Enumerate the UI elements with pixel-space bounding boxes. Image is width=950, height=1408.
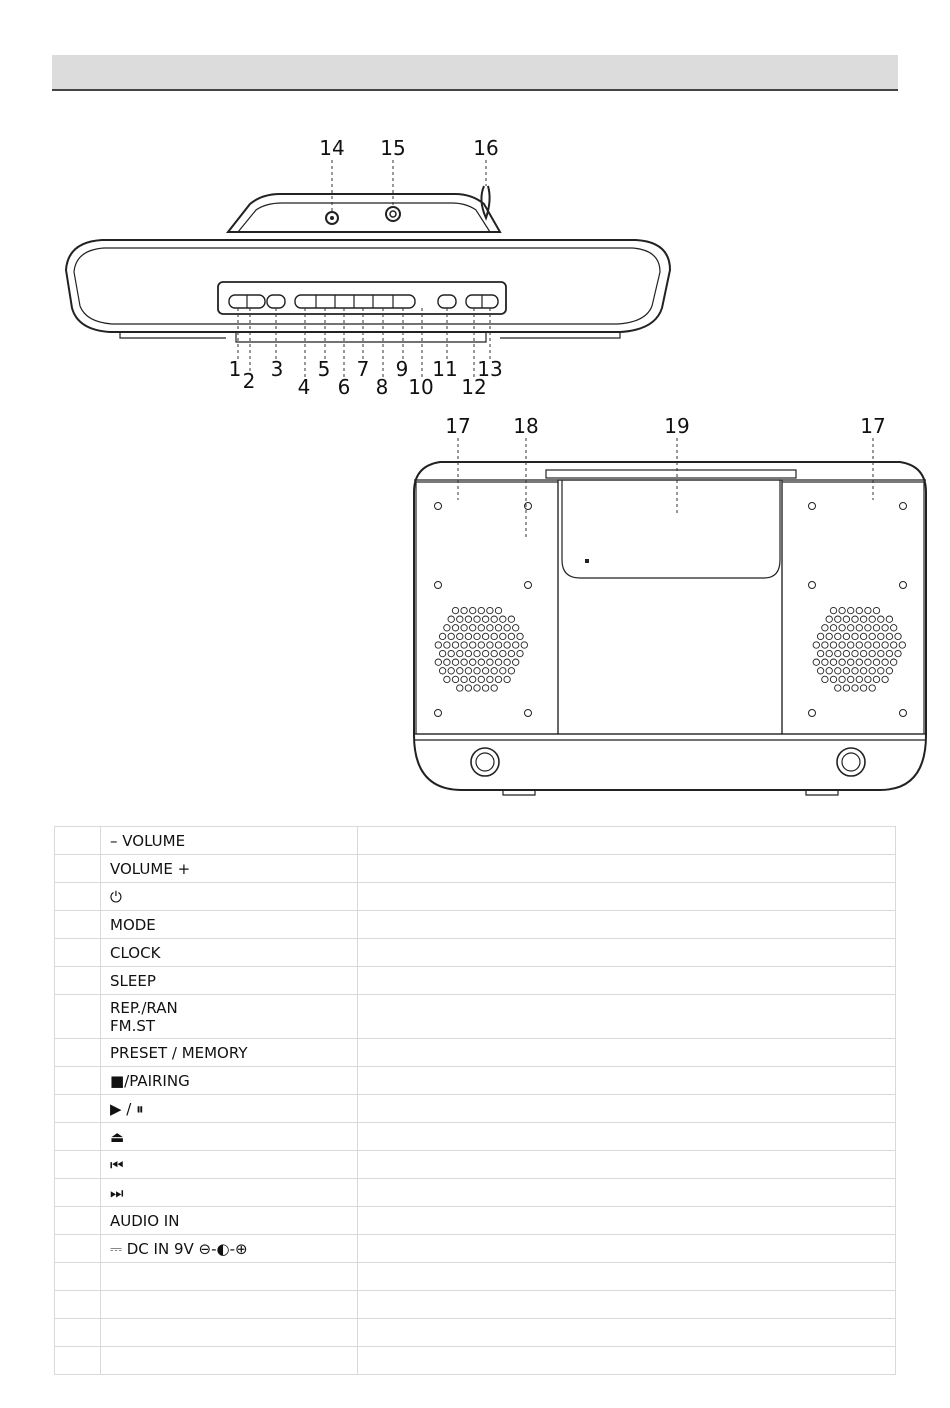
grille-hole [448, 650, 454, 656]
grille-hole [487, 625, 493, 631]
part-number-cell [55, 855, 101, 883]
table-row [55, 967, 896, 995]
part-number-cell [55, 1263, 101, 1291]
grille-hole [830, 642, 836, 648]
grille-hole [822, 625, 828, 631]
grille-hole [508, 616, 514, 622]
part-number-cell [55, 1319, 101, 1347]
grille-hole [495, 625, 501, 631]
part-description-cell [358, 1067, 896, 1095]
grille-hole [856, 659, 862, 665]
grille-hole [504, 659, 510, 665]
grille-hole [835, 633, 841, 639]
part-name-cell: PRESET / MEMORY [101, 1039, 358, 1067]
part-description-cell [358, 1039, 896, 1067]
grille-hole [895, 633, 901, 639]
grille-hole [448, 668, 454, 674]
callout-17-left: 17 [445, 414, 471, 438]
grille-hole [891, 642, 897, 648]
part-description-cell [358, 1263, 896, 1291]
grille-hole [465, 650, 471, 656]
callout-7: 7 [356, 357, 370, 381]
grille-hole [448, 633, 454, 639]
grille-hole [865, 607, 871, 613]
grille-hole [860, 650, 866, 656]
grille-hole [478, 642, 484, 648]
grille-hole [491, 633, 497, 639]
grille-hole [878, 650, 884, 656]
table-row [55, 1319, 896, 1347]
part-name-cell: VOLUME + [101, 855, 358, 883]
part-number-cell [55, 911, 101, 939]
grille-hole [852, 633, 858, 639]
grille-hole [508, 668, 514, 674]
part-number-cell [55, 1347, 101, 1375]
part-name-cell [101, 995, 358, 1039]
part-name-cell [101, 1319, 358, 1347]
grille-hole [491, 650, 497, 656]
grille-hole [822, 659, 828, 665]
top-view-illustration [66, 160, 670, 378]
grille-hole [504, 676, 510, 682]
part-description-cell [358, 855, 896, 883]
grille-hole [843, 616, 849, 622]
callout-10: 10 [408, 375, 434, 399]
part-name-cell: – VOLUME [101, 827, 358, 855]
grille-hole [869, 685, 875, 691]
part-number-cell [55, 939, 101, 967]
part-number-cell [55, 1095, 101, 1123]
grille-hole [873, 607, 879, 613]
part-description-cell [358, 1235, 896, 1263]
grille-hole [891, 625, 897, 631]
grille-hole [817, 668, 823, 674]
grille-hole [882, 676, 888, 682]
grille-hole [873, 625, 879, 631]
grille-hole [478, 676, 484, 682]
grille-hole [457, 633, 463, 639]
grille-hole [839, 607, 845, 613]
front-view-illustration [414, 438, 926, 795]
grille-hole [843, 685, 849, 691]
grille-hole [835, 650, 841, 656]
grille-hole [873, 642, 879, 648]
grille-hole [457, 650, 463, 656]
grille-hole [465, 668, 471, 674]
part-name-cell: ▶ / ⏸ [101, 1095, 358, 1123]
grille-hole [830, 625, 836, 631]
callout-17-right: 17 [860, 414, 886, 438]
callout-5: 5 [317, 357, 331, 381]
part-name-cell [101, 1291, 358, 1319]
part-number-cell [55, 1179, 101, 1207]
grille-hole [461, 607, 467, 613]
grille-hole [860, 633, 866, 639]
grille-hole [474, 616, 480, 622]
grille-hole [839, 642, 845, 648]
part-number-cell [55, 995, 101, 1039]
grille-hole [521, 642, 527, 648]
part-name-cell [101, 1263, 358, 1291]
part-description-cell [358, 967, 896, 995]
grille-hole [856, 607, 862, 613]
part-name-cell: MODE [101, 911, 358, 939]
grille-hole [435, 642, 441, 648]
grille-hole [852, 650, 858, 656]
grille-hole [457, 668, 463, 674]
grille-hole [482, 668, 488, 674]
grille-hole [869, 650, 875, 656]
part-description-cell [358, 911, 896, 939]
callout-1: 1 [228, 357, 242, 381]
part-number-cell [55, 1291, 101, 1319]
grille-hole [470, 607, 476, 613]
grille-hole [500, 668, 506, 674]
grille-hole [487, 659, 493, 665]
grille-hole [873, 659, 879, 665]
grille-hole [465, 633, 471, 639]
grille-hole [848, 676, 854, 682]
part-name-cell: AUDIO IN [101, 1207, 358, 1235]
table-row [55, 1207, 896, 1235]
callout-14: 14 [319, 136, 345, 160]
grille-hole [856, 642, 862, 648]
grille-hole [835, 668, 841, 674]
grille-hole [865, 676, 871, 682]
part-name-cell: SLEEP [101, 967, 358, 995]
grille-hole [848, 607, 854, 613]
grille-hole [856, 625, 862, 631]
grille-hole [826, 633, 832, 639]
grille-hole [448, 616, 454, 622]
grille-hole [899, 642, 905, 648]
grille-hole [517, 633, 523, 639]
part-number-cell [55, 883, 101, 911]
table-row [55, 1235, 896, 1263]
grille-hole [457, 616, 463, 622]
grille-hole [817, 650, 823, 656]
grille-hole [878, 633, 884, 639]
grille-hole [482, 650, 488, 656]
grille-hole [826, 616, 832, 622]
grille-hole [860, 668, 866, 674]
grille-hole [487, 676, 493, 682]
callout-18: 18 [513, 414, 539, 438]
grille-hole [817, 633, 823, 639]
grille-hole [444, 642, 450, 648]
grille-hole [470, 642, 476, 648]
grille-hole [886, 668, 892, 674]
part-number-cell [55, 1151, 101, 1179]
grille-hole [457, 685, 463, 691]
grille-hole [452, 659, 458, 665]
grille-hole [465, 685, 471, 691]
part-name-cell: ⏭ [101, 1179, 358, 1207]
table-row [55, 1179, 896, 1207]
grille-hole [835, 616, 841, 622]
grille-hole [508, 650, 514, 656]
part-name-line2: FM.ST [110, 1016, 156, 1035]
grille-hole [843, 633, 849, 639]
grille-hole [452, 607, 458, 613]
grille-hole [478, 659, 484, 665]
callout-19: 19 [664, 414, 690, 438]
part-description-cell [358, 995, 896, 1039]
grille-hole [830, 607, 836, 613]
grille-hole [495, 607, 501, 613]
callout-6: 6 [337, 375, 351, 399]
part-number-cell [55, 827, 101, 855]
callout-15: 15 [380, 136, 406, 160]
callout-16: 16 [473, 136, 499, 160]
grille-hole [839, 659, 845, 665]
grille-hole [882, 659, 888, 665]
part-number-cell [55, 967, 101, 995]
table-row [55, 1123, 896, 1151]
grille-hole [470, 659, 476, 665]
grille-hole [886, 650, 892, 656]
callout-8: 8 [375, 375, 389, 399]
grille-hole [869, 668, 875, 674]
grille-hole [826, 668, 832, 674]
part-name-cell: ⎓ DC IN 9V ⊖-◐-⊕ [101, 1235, 358, 1263]
part-description-cell [358, 1179, 896, 1207]
table-row [55, 1067, 896, 1095]
grille-hole [886, 633, 892, 639]
grille-hole [444, 659, 450, 665]
grille-hole [487, 642, 493, 648]
part-name-cell: ■/PAIRING [101, 1067, 358, 1095]
grille-hole [444, 625, 450, 631]
grille-hole [822, 676, 828, 682]
part-number-cell [55, 1123, 101, 1151]
grille-hole [452, 676, 458, 682]
grille-hole [826, 650, 832, 656]
table-row [55, 939, 896, 967]
grille-hole [491, 685, 497, 691]
part-description-cell [358, 1123, 896, 1151]
callout-12: 12 [461, 375, 487, 399]
grille-hole [474, 633, 480, 639]
callout-9: 9 [395, 357, 409, 381]
callout-11: 11 [432, 357, 458, 381]
grille-hole [865, 642, 871, 648]
parts-table [54, 826, 896, 1375]
grille-hole [513, 625, 519, 631]
grille-hole [835, 685, 841, 691]
grille-hole [895, 650, 901, 656]
grille-hole [830, 659, 836, 665]
table-row [55, 1151, 896, 1179]
grille-hole [452, 625, 458, 631]
grille-hole [843, 668, 849, 674]
grille-hole [461, 659, 467, 665]
grille-hole [482, 616, 488, 622]
table-row [55, 911, 896, 939]
grille-hole [470, 625, 476, 631]
grille-hole [482, 685, 488, 691]
table-row [55, 1347, 896, 1375]
grille-hole [474, 650, 480, 656]
grille-hole [495, 659, 501, 665]
grille-hole [435, 659, 441, 665]
part-description-cell [358, 1207, 896, 1235]
grille-hole [439, 650, 445, 656]
grille-hole [474, 668, 480, 674]
table-row [55, 827, 896, 855]
grille-hole [856, 676, 862, 682]
grille-hole [500, 650, 506, 656]
grille-hole [495, 642, 501, 648]
part-number-cell [55, 1039, 101, 1067]
grille-hole [444, 676, 450, 682]
grille-hole [813, 642, 819, 648]
grille-hole [508, 633, 514, 639]
grille-hole [513, 642, 519, 648]
grille-hole [852, 668, 858, 674]
grille-hole [848, 642, 854, 648]
grille-hole [869, 633, 875, 639]
dc-in-jack-icon [386, 207, 400, 221]
part-name-cell: ⏏ [101, 1123, 358, 1151]
table-row [55, 855, 896, 883]
part-name-cell [101, 1347, 358, 1375]
part-description-cell [358, 1291, 896, 1319]
grille-hole [517, 650, 523, 656]
grille-hole [843, 650, 849, 656]
grille-hole [439, 633, 445, 639]
part-name-cell: ⏮ [101, 1151, 358, 1179]
part-description-cell [358, 827, 896, 855]
grille-hole [860, 685, 866, 691]
grille-hole [439, 668, 445, 674]
grille-hole [504, 625, 510, 631]
grille-hole [848, 625, 854, 631]
grille-hole [487, 607, 493, 613]
grille-hole [878, 616, 884, 622]
grille-hole [865, 625, 871, 631]
grille-hole [504, 642, 510, 648]
grille-hole [513, 659, 519, 665]
grille-hole [461, 642, 467, 648]
grille-hole [882, 625, 888, 631]
grille-hole [465, 616, 471, 622]
part-name-line1: REP./RAN [110, 998, 178, 1017]
grille-hole [886, 616, 892, 622]
grille-hole [474, 685, 480, 691]
part-description-cell [358, 1319, 896, 1347]
part-description-cell [358, 939, 896, 967]
table-row [55, 883, 896, 911]
part-description-cell [358, 1347, 896, 1375]
grille-hole [839, 625, 845, 631]
grille-hole [500, 633, 506, 639]
grille-hole [482, 633, 488, 639]
grille-hole [848, 659, 854, 665]
grille-hole [822, 642, 828, 648]
callout-13: 13 [477, 357, 503, 381]
grille-hole [869, 616, 875, 622]
grille-hole [891, 659, 897, 665]
part-description-cell [358, 1095, 896, 1123]
grille-hole [852, 685, 858, 691]
grille-hole [852, 616, 858, 622]
callout-4: 4 [297, 375, 311, 399]
callout-3: 3 [270, 357, 284, 381]
part-description-cell [358, 883, 896, 911]
part-name-cell: ⏻ [101, 883, 358, 911]
grille-hole [813, 659, 819, 665]
grille-hole [491, 668, 497, 674]
part-number-cell [55, 1067, 101, 1095]
grille-hole [860, 616, 866, 622]
grille-hole [865, 659, 871, 665]
grille-hole [495, 676, 501, 682]
table-row [55, 1291, 896, 1319]
table-row [55, 995, 896, 1039]
table-row [55, 1095, 896, 1123]
grille-hole [882, 642, 888, 648]
grille-hole [461, 676, 467, 682]
part-number-cell [55, 1235, 101, 1263]
grille-hole [461, 625, 467, 631]
part-name-cell: CLOCK [101, 939, 358, 967]
grille-hole [452, 642, 458, 648]
grille-hole [500, 616, 506, 622]
table-row [55, 1039, 896, 1067]
grille-hole [470, 676, 476, 682]
grille-hole [839, 676, 845, 682]
grille-hole [878, 668, 884, 674]
part-number-cell [55, 1207, 101, 1235]
table-row [55, 1263, 896, 1291]
callout-2: 2 [242, 369, 256, 393]
grille-hole [873, 676, 879, 682]
grille-hole [478, 607, 484, 613]
grille-hole [830, 676, 836, 682]
part-description-cell [358, 1151, 896, 1179]
grille-hole [478, 625, 484, 631]
grille-hole [491, 616, 497, 622]
